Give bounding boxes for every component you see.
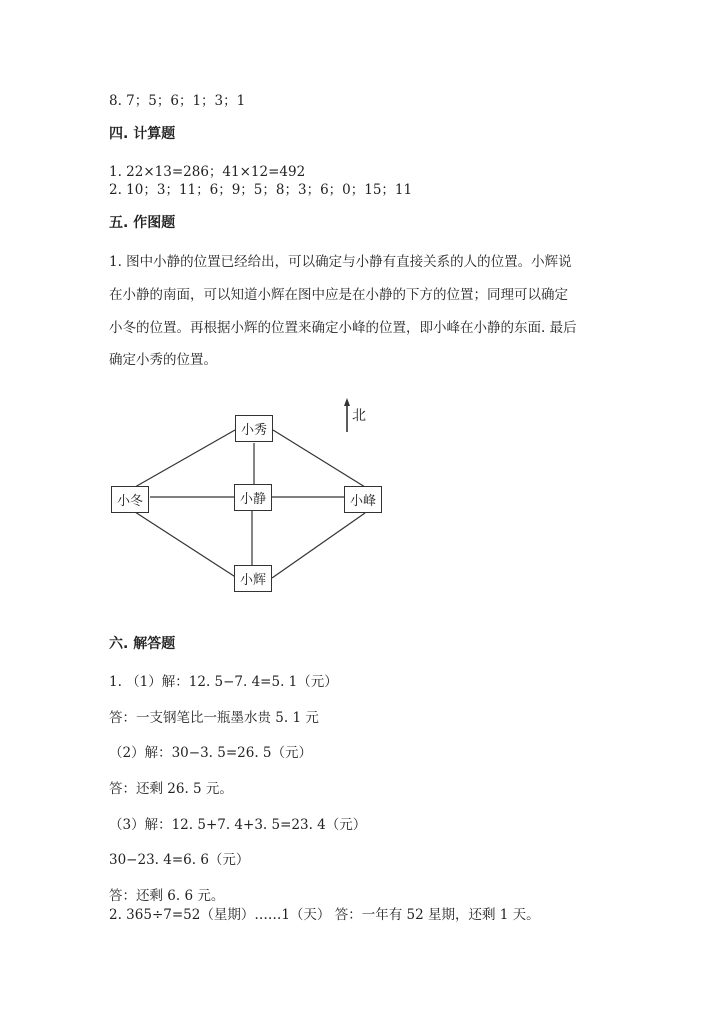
answer-line: 8. 7；5；6；1；3；1 — [109, 93, 246, 109]
answer-line: 答：一支钢笔比一瓶墨水贵 5. 1 元 — [109, 710, 319, 726]
paragraph-line: 1. 图中小静的位置已经给出，可以确定与小静有直接关系的人的位置。小辉说 — [109, 254, 572, 270]
north-arrow-icon — [344, 398, 350, 406]
section-heading: 五. 作图题 — [109, 215, 176, 231]
paragraph-line: 确定小秀的位置。 — [109, 352, 217, 368]
answer-line: 2. 365÷7=52（星期）……1（天） 答：一年有 52 星期，还剩 1 天。 — [109, 907, 540, 923]
answer-line: 1. 22×13=286；41×12=492 — [109, 164, 306, 180]
answer-line: 2. 10；3；11；6；9；5；8；3；6；0；15；11 — [109, 182, 413, 198]
answer-line: （2）解：30−3. 5=26. 5（元） — [109, 745, 313, 761]
section-heading: 四. 计算题 — [109, 126, 176, 142]
box-xiaoxiu: 小秀 — [235, 415, 273, 442]
answer-line: 答：还剩 6. 6 元。 — [109, 888, 225, 904]
paragraph-line: 小冬的位置。再根据小辉的位置来确定小峰的位置，即小峰在小静的东面. 最后 — [109, 320, 577, 336]
paragraph-line: 在小静的南面，可以知道小辉在图中应是在小静的下方的位置；同理可以确定 — [109, 287, 568, 303]
north-label: 北 — [352, 408, 366, 424]
answer-line: （3）解：12. 5+7. 4+3. 5=23. 4（元） — [109, 817, 367, 833]
answer-line: 答：还剩 26. 5 元。 — [109, 781, 233, 797]
box-xiaohui: 小辉 — [234, 565, 272, 592]
box-xiaofeng: 小峰 — [344, 486, 382, 513]
section-heading: 六. 解答题 — [109, 636, 176, 652]
box-xiaojing: 小静 — [234, 484, 272, 511]
answer-line: 30−23. 4=6. 6（元） — [109, 852, 250, 868]
box-xiaodong: 小冬 — [111, 486, 149, 513]
answer-line: 1. （1）解：12. 5−7. 4=5. 1（元） — [109, 674, 338, 690]
